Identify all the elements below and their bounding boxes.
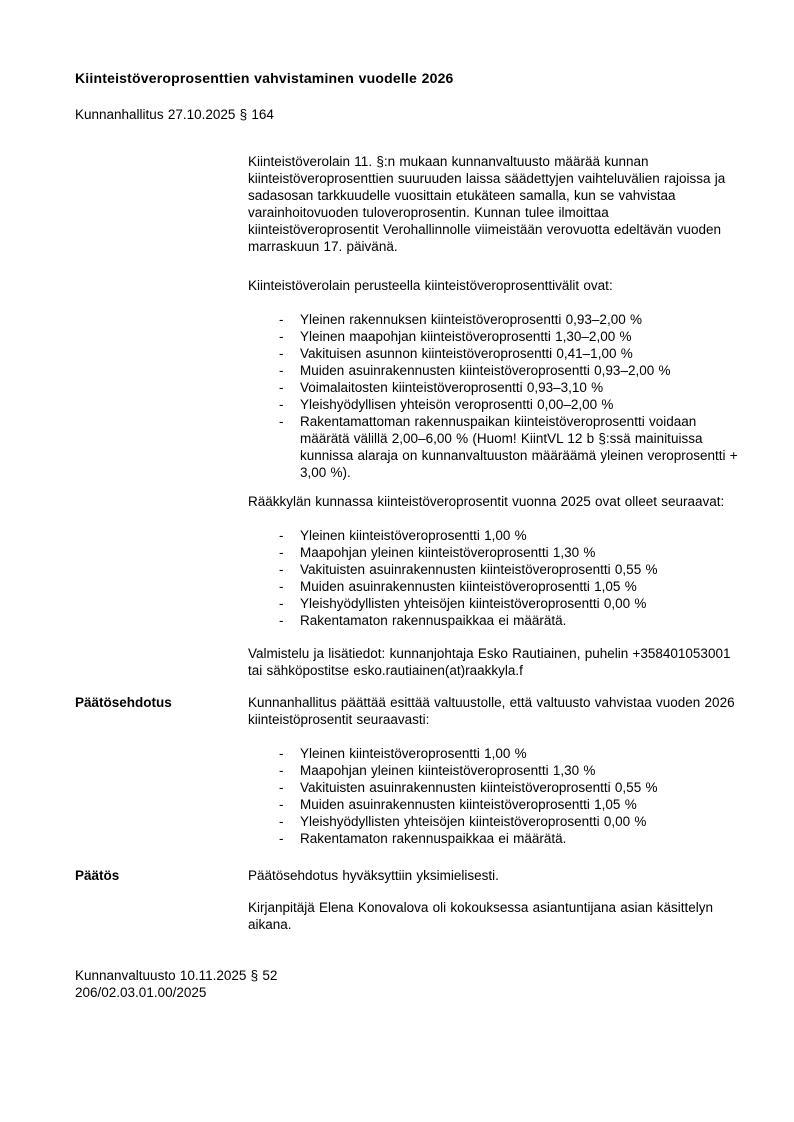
proposal-section: [75, 694, 740, 728]
list-item: - Muiden asuinrakennusten kiinteistöveroprosentti 1,05 %: [248, 796, 740, 813]
list-item: - Muiden asuinrakennusten kiinteistöveroprosentti 1,05 %: [248, 578, 740, 595]
document-body: [75, 153, 740, 933]
proposal-rates-list: [248, 745, 740, 847]
paragraph-law-intro: Kiinteistöverolain 11. §:n mukaan kunnanvaltuusto määrää kunnan kiinteistöveroprosenttien suuruuden laissa säädettyjen vaihteluvälien rajoissa ja sadasosan tarkkuudelle vuosittain etukäteen samalla, kun se vahvistaa varainhoitovuoden tuloveroprosentin. Kunnan tulee ilmoittaa kiinteistöveroprosentit Verohallinnolle viimeistään verovuotta edeltävän vuoden marraskuun 17. päivänä.: [248, 154, 726, 254]
decision-label: Päätös: [75, 868, 120, 883]
list-item: - Vakituisen asunnon kiinteistöveroprosentti 0,41–1,00 %: [248, 345, 740, 362]
list-item: - Yleinen maapohjan kiinteistöveroprosentti 1,30–2,00 %: [248, 328, 740, 345]
paragraph-contact-info: Valmistelu ja lisätiedot: kunnanjohtaja Esko Rautiainen, puhelin +358401053001 tai sähköpostitse esko.rautiainen(at)raakkyla.f: [248, 646, 731, 678]
document-title: Kiinteistöveroprosenttien vahvistaminen vuodelle 2026: [75, 70, 454, 86]
list-item: - Yleinen kiinteistöveroprosentti 1,00 %: [248, 745, 740, 762]
list-item: - Vakituisten asuinrakennusten kiinteistöveroprosentti 0,55 %: [248, 779, 740, 796]
case-number: 206/02.03.01.00/2025: [75, 985, 207, 1000]
current-rates-list: [248, 527, 740, 629]
list-item: - Yleinen kiinteistöveroprosentti 1,00 %: [248, 527, 740, 544]
decision-section: [75, 867, 740, 884]
list-item: - Yleishyödyllisen yhteisön veroprosentti 0,00–2,00 %: [248, 396, 740, 413]
list-item: - Muiden asuinrakennusten kiinteistöveroprosentti 0,93–2,00 %: [248, 362, 740, 379]
list-item: - Yleishyödyllisten yhteisöjen kiinteistöveroprosentti 0,00 %: [248, 595, 740, 612]
document-footer: [75, 967, 738, 1001]
list-item: - Rakentamaton rakennuspaikkaa ei määrätä.: [248, 612, 740, 629]
paragraph-proposal: Kunnanhallitus päättää esittää valtuustolle, että valtuusto vahvistaa vuoden 2026 kiinteistöprosentit seuraavasti:: [248, 695, 735, 727]
council-reference-line: Kunnanvaltuusto 10.11.2025 § 52: [75, 968, 278, 983]
paragraph-current-intro: Rääkkylän kunnassa kiinteistöveroprosentit vuonna 2025 ovat olleet seuraavat:: [248, 494, 725, 509]
list-item: - Maapohjan yleinen kiinteistöveroprosentti 1,30 %: [248, 544, 740, 561]
board-header-line: Kunnanhallitus 27.10.2025 § 164: [75, 107, 274, 122]
list-item: - Maapohjan yleinen kiinteistöveroprosentti 1,30 %: [248, 762, 740, 779]
paragraph-decision: Päätösehdotus hyväksyttiin yksimielisesti.: [248, 868, 499, 883]
tax-ranges-list: [248, 311, 740, 481]
list-item: - Yleinen rakennuksen kiinteistöveroprosentti 0,93–2,00 %: [248, 311, 740, 328]
list-item: - Vakituisten asuinrakennusten kiinteistöveroprosentti 0,55 %: [248, 561, 740, 578]
list-item: - Rakentamaton rakennuspaikkaa ei määrätä.: [248, 830, 740, 847]
proposal-label: Päätösehdotus: [75, 695, 172, 710]
paragraph-decision-note: Kirjanpitäjä Elena Konovalova oli kokouksessa asiantuntijana asian käsittelyn aikana.: [248, 900, 714, 932]
paragraph-ranges-intro: Kiinteistöverolain perusteella kiinteistöveroprosenttivälit ovat:: [248, 278, 613, 293]
list-item: - Voimalaitosten kiinteistöveroprosentti 0,93–3,10 %: [248, 379, 740, 396]
list-item: - Rakentamattoman rakennuspaikan kiinteistöveroprosentti voidaan määrätä välillä 2,00–6,00 % (Huom! KiintVL 12 b §:ssä mainituissa kunnissa alaraja on kunnanvaltuuston määräämä yleinen veroprosentti + 3,00 %).: [248, 413, 740, 481]
list-item: - Yleishyödyllisten yhteisöjen kiinteistöveroprosentti 0,00 %: [248, 813, 740, 830]
